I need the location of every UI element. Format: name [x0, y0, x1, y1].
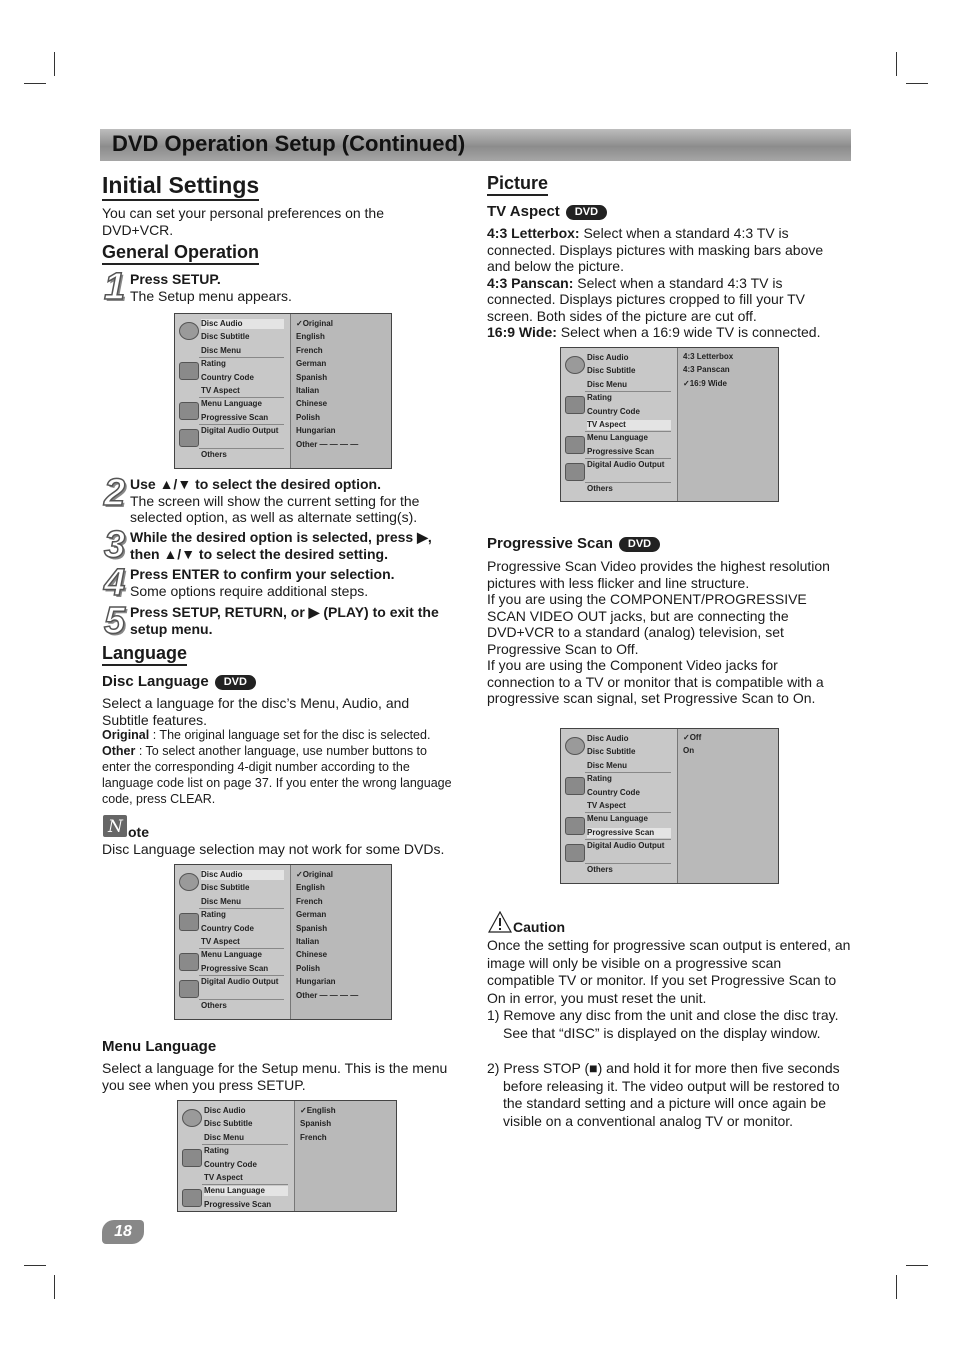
step-4 — [130, 566, 465, 599]
menu-item[interactable]: Others — [201, 449, 227, 459]
page-banner — [100, 129, 851, 161]
menu-item[interactable]: Progressive Scan — [201, 412, 269, 422]
picture-title: Picture — [487, 173, 548, 196]
menu-option[interactable]: English — [296, 883, 325, 893]
menu-option[interactable]: German — [296, 910, 327, 920]
menu-item[interactable]: Digital Audio Output — [201, 977, 279, 987]
caution-title: Caution — [513, 919, 566, 935]
menu-separator — [199, 357, 284, 358]
menu-item[interactable]: Disc Audio — [204, 1106, 246, 1115]
general-operation-title: General Operation — [102, 242, 259, 265]
svg-text:N: N — [108, 817, 123, 837]
step-4-text: Some options require additional steps. — [130, 582, 369, 599]
menu-option[interactable]: German — [296, 359, 327, 369]
menu-item[interactable]: Disc Subtitle — [201, 883, 250, 893]
menu-separator — [199, 948, 284, 949]
dvd-badge: DVD — [619, 537, 660, 552]
menu-language-screenshot — [177, 1100, 397, 1212]
menu-separator — [202, 1184, 288, 1185]
menu-item[interactable]: TV Aspect — [204, 1173, 243, 1182]
dvd-badge: DVD — [566, 205, 607, 220]
initial-intro: You can set your personal preferences on the DVD+VCR. — [102, 205, 385, 238]
menu-item[interactable]: Disc Subtitle — [204, 1119, 253, 1129]
original-description: Original : The original language set for the disc is selected. — [102, 728, 431, 742]
step-5-bold: Press SETUP, RETURN, or ▶ (PLAY) to exit the setup menu. — [130, 604, 439, 637]
menu-item[interactable]: Digital Audio Output — [587, 841, 665, 851]
menu-item[interactable]: Disc Menu — [201, 896, 242, 906]
menu-separator — [199, 397, 284, 398]
menu-item[interactable]: Rating — [587, 393, 612, 403]
lock-icon — [565, 396, 585, 414]
step-2-bold: Use ▲/▼ to select the desired option. — [130, 476, 381, 492]
menu-item[interactable]: Disc Subtitle — [587, 747, 636, 757]
menu-separator — [585, 812, 671, 813]
progressive-scan-menu-screenshot — [560, 728, 779, 884]
menu-separator — [585, 391, 671, 392]
menu-option[interactable]: English — [296, 332, 325, 342]
menu-option[interactable]: ✓Original — [296, 870, 333, 879]
menu-option[interactable]: French — [296, 896, 323, 906]
screen-icon — [182, 1189, 202, 1207]
menu-option[interactable]: ✓Off — [683, 733, 702, 742]
step-number-4: 4 — [104, 562, 126, 604]
step-2-text: The screen will show the current setting for the selected option, as well as alternate setting(s). — [130, 492, 420, 525]
menu-item[interactable]: Others — [587, 864, 613, 874]
menu-item[interactable]: Others — [201, 1000, 227, 1010]
step-4-bold: Press ENTER to confirm your selection. — [130, 566, 395, 582]
menu-separator — [585, 772, 671, 773]
dvd-badge: DVD — [215, 675, 256, 690]
step-number-3: 3 — [104, 524, 126, 566]
step-number-1: 1 — [104, 266, 126, 308]
setup-menu-screenshot — [174, 313, 392, 469]
tv-aspect-menu-screenshot — [560, 347, 779, 502]
step-3 — [130, 529, 465, 562]
banner-title: DVD Operation Setup (Continued) — [112, 131, 466, 156]
menu-option[interactable]: On — [683, 746, 695, 756]
caution-item-2: 2) Press STOP (■) and hold it for more then five seconds before releasing it. The video output will be restored to the standard setting and a picture will once again be visible on a conventional analog TV or monitor. — [487, 1060, 840, 1129]
menu-item[interactable]: TV Aspect — [587, 801, 626, 810]
menu-option[interactable]: Polish — [296, 412, 321, 422]
screen-icon — [565, 436, 585, 454]
disc-icon — [565, 356, 585, 374]
menu-separator — [585, 458, 671, 459]
menu-language-text: Select a language for the Setup menu. This is the menu you see when you press SETUP. — [102, 1060, 448, 1093]
other-description: Other : To select another language, use number buttons to enter the corresponding 4-digit number according to the language code list on page 37. If you enter the wrong language code, press CLEAR. — [102, 744, 452, 806]
step-number-2: 2 — [104, 472, 126, 514]
speaker-icon — [179, 429, 199, 447]
menu-item[interactable]: Menu Language — [204, 1186, 288, 1196]
menu-item[interactable]: Progressive Scan — [587, 828, 671, 838]
progressive-scan-title: Progressive Scan DVD — [487, 535, 660, 553]
disc-icon — [182, 1109, 202, 1127]
menu-item[interactable]: Country Code — [204, 1159, 257, 1169]
menu-item[interactable]: Country Code — [587, 406, 640, 416]
initial-settings-title: Initial Settings — [102, 172, 259, 201]
menu-item[interactable]: Disc Subtitle — [201, 332, 250, 342]
menu-option[interactable]: ✓Original — [296, 319, 333, 328]
menu-item[interactable]: Rating — [204, 1146, 229, 1156]
menu-option[interactable]: Spanish — [296, 372, 328, 382]
tv-aspect-text: 4:3 Letterbox: Select when a standard 4:3 TV is connected. Displays pictures with masking bars above and below the picture. 4:3 Panscan: Select when a standard 4:3 TV is connected. Displays pictures cropped to fill your TV screen. Both sides of the picture are cut off. 16:9 Wide: Select when a 16:9 wide TV is connected. — [487, 225, 824, 340]
menu-item[interactable]: Menu Language — [201, 399, 262, 409]
menu-option[interactable]: Italian — [296, 937, 320, 946]
menu-separator — [585, 863, 671, 864]
step-1-bold: Press SETUP. — [130, 271, 221, 287]
speaker-icon — [565, 844, 585, 862]
menu-item[interactable]: Progressive Scan — [204, 1199, 272, 1209]
menu-item[interactable]: Menu Language — [587, 433, 648, 443]
menu-item[interactable]: Others — [587, 483, 613, 493]
menu-item[interactable]: Digital Audio Output — [587, 460, 665, 470]
menu-option[interactable]: French — [296, 345, 323, 355]
menu-separator — [585, 482, 671, 483]
step-1 — [130, 271, 460, 304]
menu-item[interactable]: Country Code — [587, 787, 640, 797]
menu-separator — [199, 999, 284, 1000]
step-5 — [130, 604, 465, 637]
menu-item[interactable]: Disc Menu — [587, 379, 628, 389]
menu-separator — [199, 424, 284, 425]
disc-language-menu-screenshot — [174, 864, 392, 1020]
menu-item[interactable]: Disc Audio — [587, 353, 629, 362]
menu-separator — [202, 1144, 288, 1145]
menu-option[interactable]: ✓English — [300, 1106, 336, 1115]
menu-item[interactable]: Disc Audio — [201, 319, 284, 329]
note-icon — [103, 815, 127, 837]
caution-item-1: 1) Remove any disc from the unit and close the disc tray. See that “dISC” is displayed on the display window. — [487, 1007, 839, 1041]
disc-language-title: Disc Language DVD — [102, 673, 256, 691]
menu-separator — [585, 839, 671, 840]
menu-item[interactable]: Menu Language — [587, 814, 648, 824]
menu-option[interactable]: Spanish — [300, 1119, 332, 1129]
lock-icon — [179, 362, 199, 380]
menu-separator — [199, 448, 284, 449]
menu-option[interactable]: ✓16:9 Wide — [683, 378, 727, 388]
menu-item[interactable]: Progressive Scan — [587, 446, 655, 456]
menu-option[interactable]: Chinese — [296, 950, 328, 960]
menu-language-title: Menu Language — [102, 1038, 217, 1055]
step-3-bold: While the desired option is selected, press ▶, then ▲/▼ to select the desired setting. — [130, 529, 432, 562]
menu-option[interactable]: Spanish — [296, 923, 328, 933]
tv-aspect-title: TV Aspect DVD — [487, 203, 607, 221]
menu-option[interactable]: Hungarian — [296, 977, 336, 987]
screen-icon — [179, 953, 199, 971]
menu-item[interactable]: Disc Subtitle — [587, 366, 636, 376]
menu-option[interactable]: Hungarian — [296, 426, 336, 436]
menu-item[interactable]: Progressive Scan — [201, 963, 269, 973]
step-1-text: The Setup menu appears. — [130, 287, 292, 304]
caution-text: Once the setting for progressive scan output is entered, an image will only be visible on a progressive scan compatible TV or monitor. If you set Progressive Scan to On in error, you must reset the unit. — [487, 937, 851, 1006]
note-text: Disc Language selection may not work for some DVDs. — [102, 841, 445, 857]
step-2 — [130, 476, 465, 526]
menu-option[interactable]: 4:3 Letterbox — [683, 352, 734, 361]
menu-option[interactable]: 4:3 Panscan — [683, 365, 730, 375]
lock-icon — [182, 1149, 202, 1167]
screen-icon — [179, 402, 199, 420]
menu-option[interactable]: Polish — [296, 963, 321, 973]
menu-item[interactable]: Country Code — [201, 372, 254, 382]
warning-icon — [488, 911, 512, 933]
disc-language-text: Select a language for the disc’s Menu, Audio, and Subtitle features. — [102, 695, 410, 728]
lock-icon — [179, 913, 199, 931]
menu-item[interactable]: TV Aspect — [587, 420, 671, 430]
disc-icon — [179, 873, 199, 891]
menu-item[interactable]: Rating — [587, 774, 612, 784]
menu-option[interactable]: Other — — — — — [296, 990, 359, 1000]
page-number: 18 — [102, 1220, 144, 1244]
menu-item[interactable]: Disc Menu — [201, 345, 242, 355]
disc-icon — [565, 737, 585, 755]
menu-separator — [199, 908, 284, 909]
disc-icon — [179, 322, 199, 340]
menu-item[interactable]: Digital Audio Output — [201, 426, 279, 436]
menu-item[interactable]: Rating — [201, 910, 226, 920]
menu-item[interactable]: Disc Menu — [587, 760, 628, 770]
progressive-scan-text: Progressive Scan Video provides the highest resolution pictures with less flicker and line structure. If you are using the COMPONENT/PROGRESSIVE SCAN VIDEO OUT jacks, but are connecting the DVD+VCR to a standard (analog) television, set Progressive Scan to Off. If you are using the Component Video jacks for connection to a TV or monitor that is compatible with a progressive scan signal, set Progressive Scan to On. — [487, 558, 830, 706]
speaker-icon — [565, 463, 585, 481]
menu-item[interactable]: Menu Language — [201, 950, 262, 960]
menu-item[interactable]: Rating — [201, 359, 226, 369]
menu-option[interactable]: Italian — [296, 386, 320, 395]
menu-option[interactable]: Other — — — — — [296, 439, 359, 449]
note-label: ote — [128, 824, 149, 840]
speaker-icon — [179, 980, 199, 998]
menu-separator — [199, 975, 284, 976]
menu-option[interactable]: Chinese — [296, 399, 328, 409]
menu-item[interactable]: TV Aspect — [201, 937, 240, 946]
menu-item[interactable]: Disc Audio — [201, 870, 284, 880]
menu-item[interactable]: Disc Menu — [204, 1132, 245, 1142]
menu-item[interactable]: Country Code — [201, 923, 254, 933]
menu-item[interactable]: TV Aspect — [201, 386, 240, 395]
menu-separator — [585, 431, 671, 432]
lock-icon — [565, 777, 585, 795]
language-title: Language — [102, 643, 187, 666]
step-number-5: 5 — [104, 600, 126, 642]
menu-item[interactable]: Disc Audio — [587, 734, 629, 743]
screen-icon — [565, 817, 585, 835]
menu-option[interactable]: French — [300, 1132, 327, 1142]
